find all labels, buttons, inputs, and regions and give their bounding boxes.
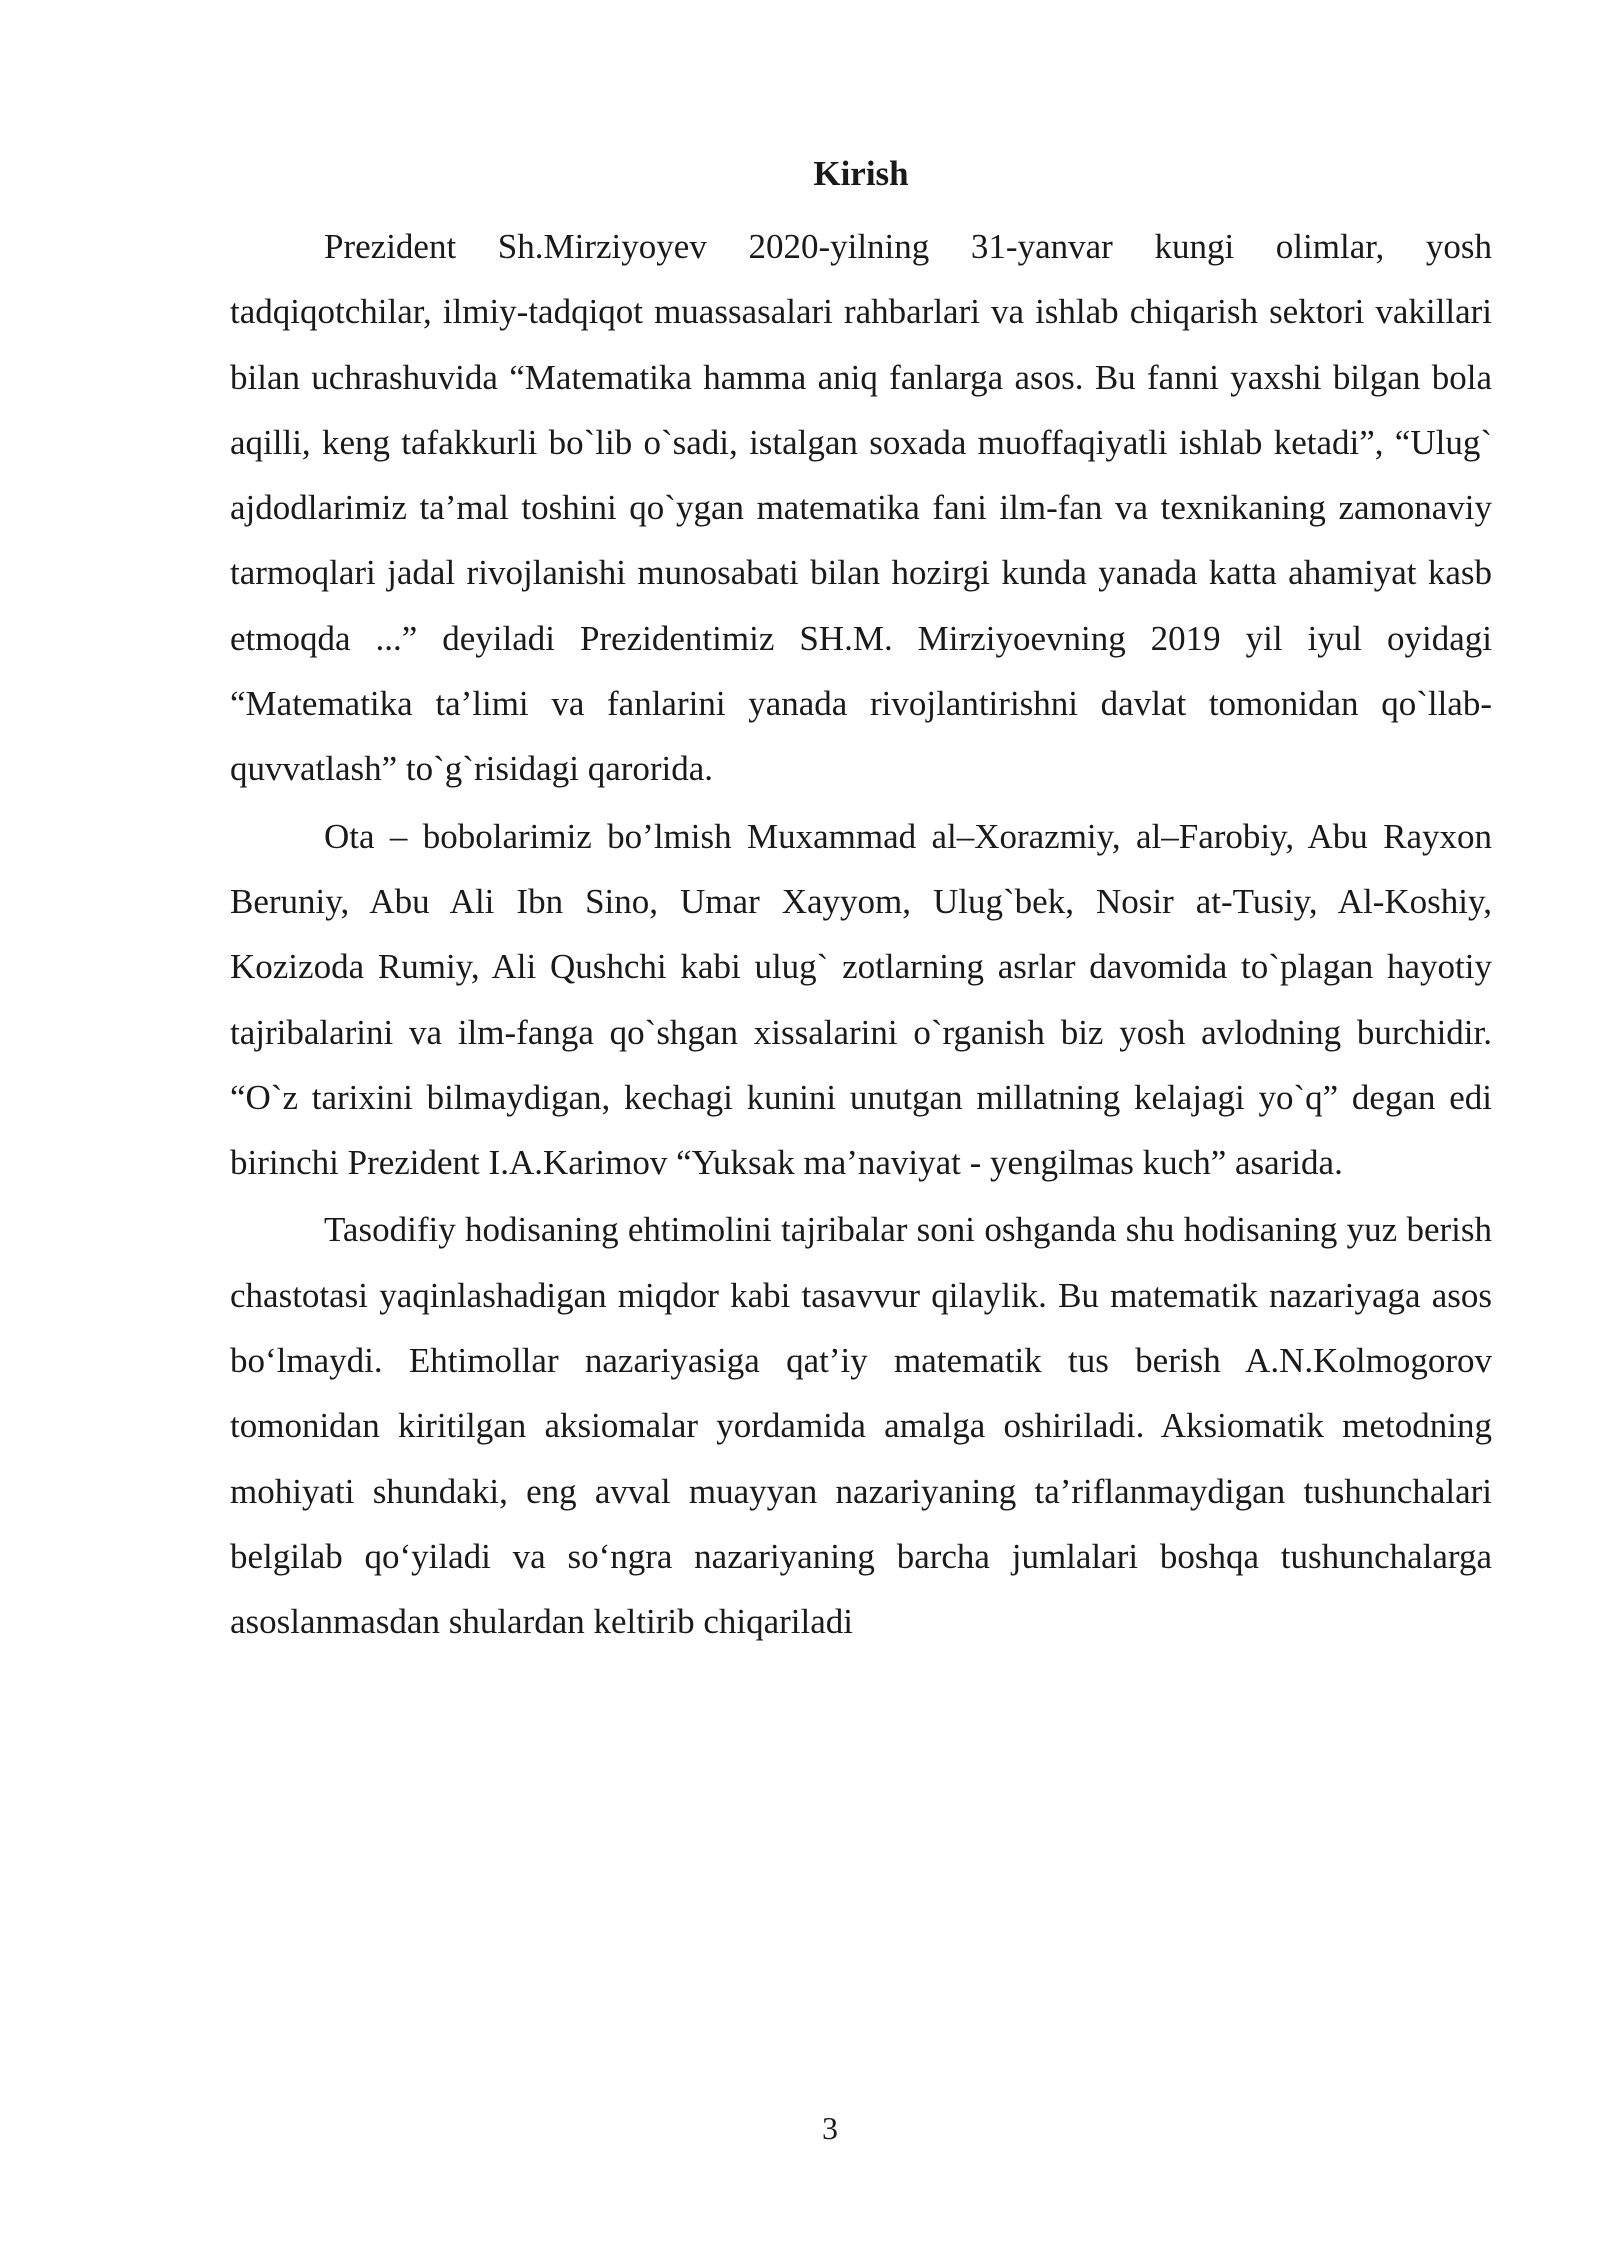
paragraph-3: Tasodifiy hodisaning ehtimolini tajribalar soni oshganda shu hodisaning yuz berish chastotasi yaqinlashadigan miqdor kabi tasavvur qilaylik. Bu matematik nazariyaga asos bo‘lmaydi. Ehtimollar nazariyasiga qat’iy matematik tus berish A.N.Kolmogorov tomonidan kiritilgan aksiomalar yordamida amalga oshiriladi. Aksiomatik metodning mohiyati shundaki, eng avval muayyan nazariyaning ta’riflanmaydigan tushunchalari belgilab qo‘yiladi va so‘ngra nazariyaning barcha jumlalari boshqa tushunchalarga asoslanmasdan shulardan keltirib chiqariladi: [230, 1210, 1492, 1642]
page-number: 3: [822, 2110, 838, 2146]
page-content: [230, 148, 1492, 1657]
paragraph-1: Prezident Sh.Mirziyoyev 2020-yilning 31-yanvar kungi olimlar, yosh tadqiqotchilar, ilmiy-tadqiqot muassasalari rahbarlari va ishlab chiqarish sektori vakillari bilan uchrashuvida “Matematika hamma aniq fanlarga asos. Bu fanni yaxshi bilgan bola aqilli, keng tafakkurli bo`lib o`sadi, istalgan soxada muoffaqiyatli ishlab ketadi”, “Ulug` ajdodlarimiz ta’mal toshini qo`ygan matematika fani ilm-fan va texnikaning zamonaviy tarmoqlari jadal rivojlanishi munosabati bilan hozirgi kunda yanada katta ahamiyat kasb etmoqda ...” deyiladi Prezidentimiz SH.M. Mirziyoevning 2019 yil iyul oyidagi “Matematika ta’limi va fanlarini yanada rivojlantirishni davlat tomonidan qo`llab-quvvatlash” to`g`risidagi qarorida.: [230, 227, 1492, 789]
paragraph-2: Ota – bobolarimiz bo’lmish Muxammad al–Xorazmiy, al–Farobiy, Abu Rayxon Beruniy, Abu Ali Ibn Sino, Umar Xayyom, Ulug`bek, Nosir at-Tusiy, Al-Koshiy, Kozizoda Rumiy, Ali Qushchi kabi ulug` zotlarning asrlar davomida to`plagan hayotiy tajribalarini va ilm-fanga qo`shgan xissalarini o`rganish biz yosh avlodning burchidir. “O`z tarixini bilmaydigan, kechagi kunini unutgan millatning kelajagi yo`q” degan edi birinchi Prezident I.A.Karimov “Yuksak ma’naviyat - yengilmas kuch” asarida.: [230, 816, 1492, 1183]
section-heading: Kirish: [813, 154, 909, 193]
